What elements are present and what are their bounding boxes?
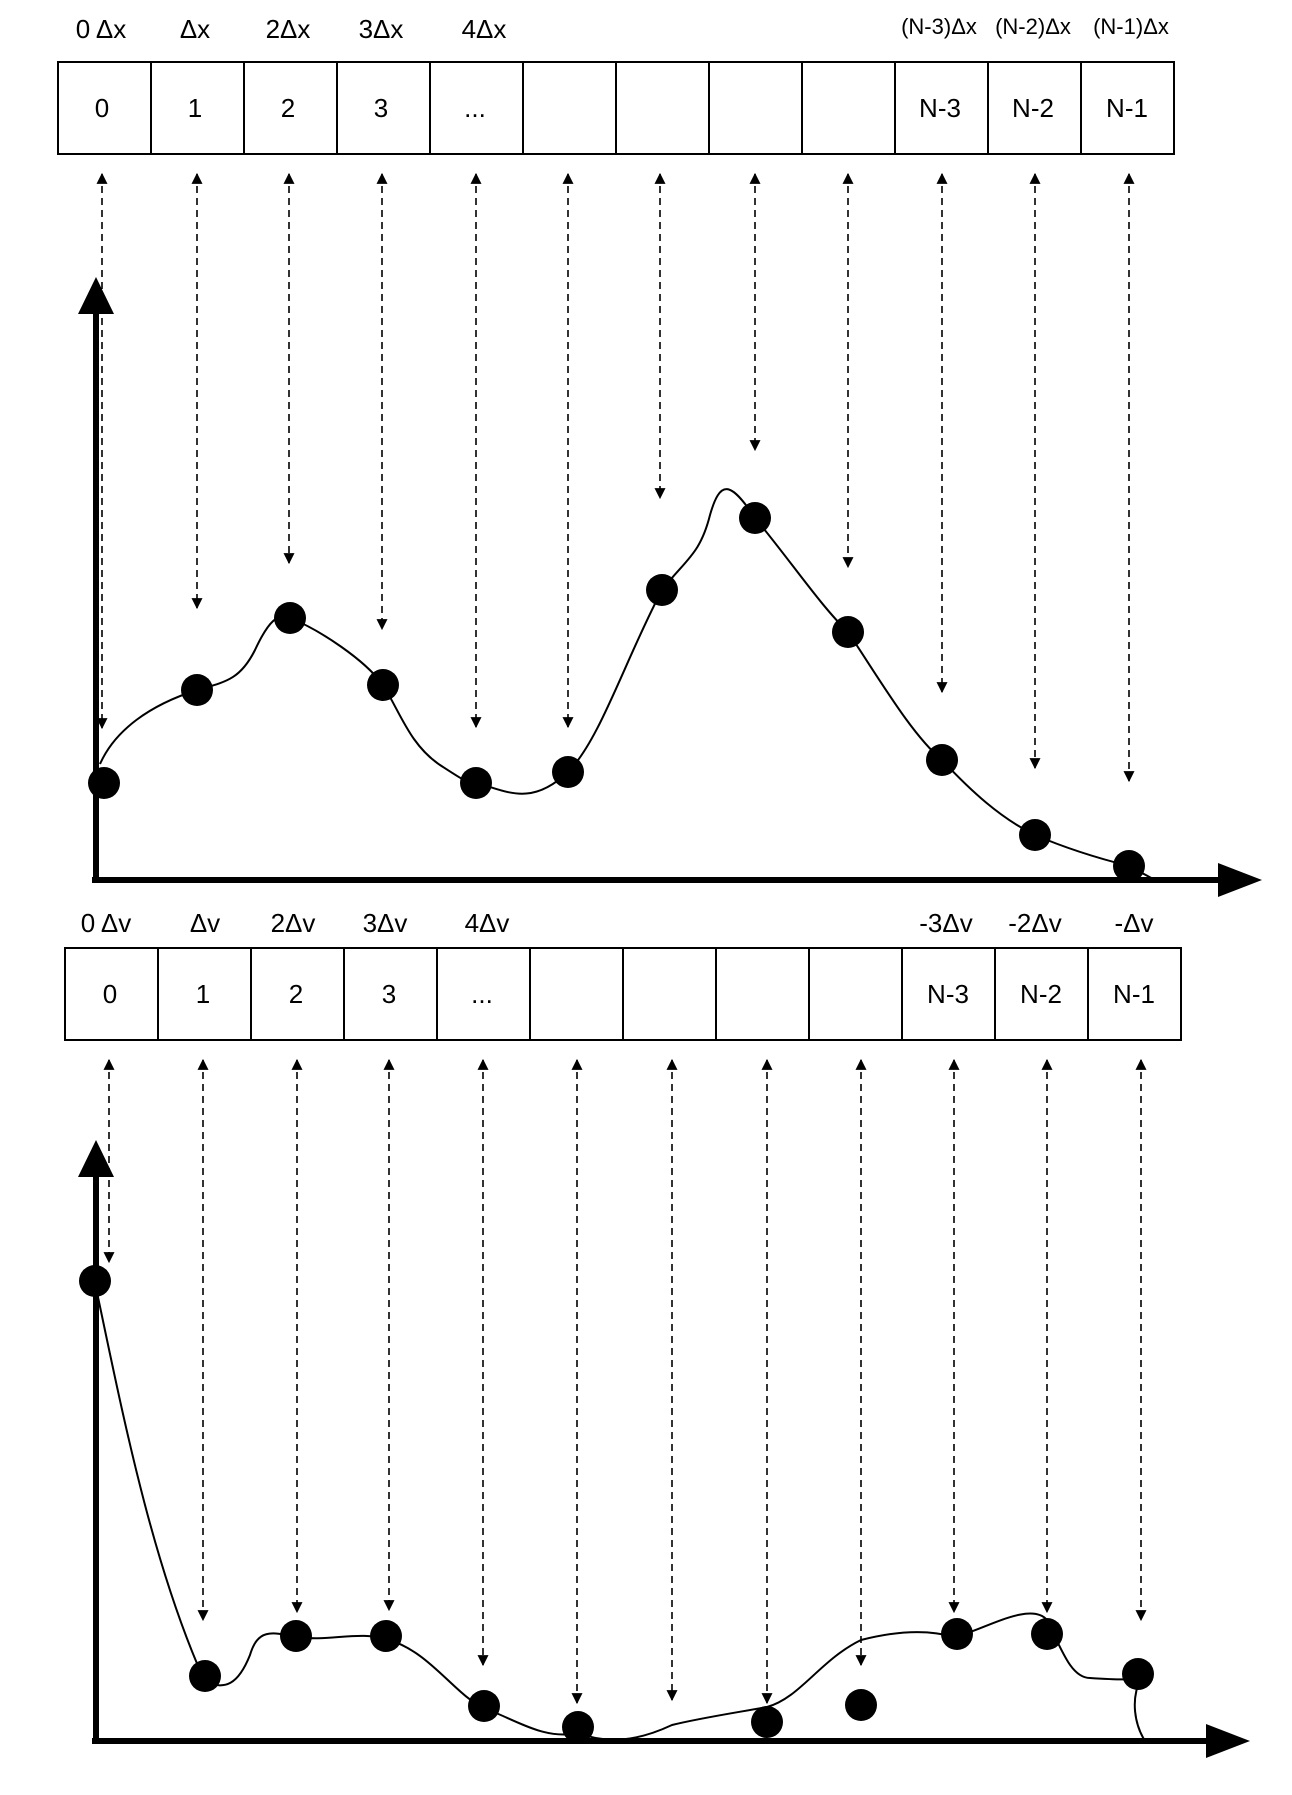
sample-points-v bbox=[79, 1265, 1154, 1743]
cell-label: N-3 bbox=[919, 93, 961, 123]
sample-point bbox=[646, 574, 678, 606]
sample-point bbox=[562, 1711, 594, 1743]
array-cells-x bbox=[58, 62, 1174, 154]
axes-v-panel bbox=[78, 1140, 1250, 1758]
position-label: (N-3)Δx bbox=[901, 14, 977, 39]
position-label: 2Δv bbox=[270, 908, 316, 938]
sample-point bbox=[79, 1265, 111, 1297]
cell-label: ... bbox=[471, 979, 493, 1009]
position-label: 4Δx bbox=[461, 14, 507, 44]
position-label: Δx bbox=[179, 14, 211, 44]
cell-label: N-1 bbox=[1113, 979, 1155, 1009]
sample-point bbox=[468, 1690, 500, 1722]
position-label: (N-2)Δx bbox=[995, 14, 1071, 39]
array-cell bbox=[530, 948, 623, 1040]
sample-point bbox=[941, 1618, 973, 1650]
array-cell bbox=[523, 62, 616, 154]
sample-point bbox=[189, 1660, 221, 1692]
sample-point bbox=[751, 1706, 783, 1738]
panel-x-domain bbox=[58, 14, 1262, 897]
position-label: -Δv bbox=[1114, 908, 1154, 938]
y-axis-arrowhead bbox=[78, 277, 114, 314]
position-label: -3Δv bbox=[919, 908, 973, 938]
cell-label: 2 bbox=[288, 979, 304, 1009]
position-label: 0 Δv bbox=[80, 908, 132, 938]
signal-curve bbox=[100, 489, 1155, 880]
sample-point bbox=[367, 669, 399, 701]
cell-label: N-2 bbox=[1020, 979, 1062, 1009]
cell-label: 0 bbox=[94, 93, 110, 123]
sample-point bbox=[1113, 850, 1145, 882]
mapping-arrows-v bbox=[109, 1060, 1141, 1703]
x-axis-arrowhead bbox=[1218, 863, 1262, 897]
cell-label: 3 bbox=[381, 979, 397, 1009]
position-label: 3Δx bbox=[358, 14, 404, 44]
sample-point bbox=[1122, 1658, 1154, 1690]
sample-point bbox=[274, 602, 306, 634]
sample-point bbox=[845, 1689, 877, 1721]
array-cell bbox=[802, 62, 895, 154]
position-label: (N-1)Δx bbox=[1093, 14, 1169, 39]
array-cell bbox=[623, 948, 716, 1040]
cell-label: 1 bbox=[187, 93, 203, 123]
sample-point bbox=[370, 1620, 402, 1652]
sample-point bbox=[460, 767, 492, 799]
position-label: -2Δv bbox=[1008, 908, 1062, 938]
sample-point bbox=[181, 674, 213, 706]
array-cell bbox=[616, 62, 709, 154]
cell-label: N-3 bbox=[927, 979, 969, 1009]
sample-point bbox=[739, 502, 771, 534]
sample-point bbox=[88, 767, 120, 799]
cell-label: 0 bbox=[102, 979, 118, 1009]
spectrum-curve bbox=[95, 1283, 1145, 1741]
sample-point bbox=[552, 756, 584, 788]
array-cells-v bbox=[65, 948, 1181, 1040]
cell-label: N-2 bbox=[1012, 93, 1054, 123]
sample-point bbox=[832, 616, 864, 648]
x-axis-arrowhead bbox=[1206, 1724, 1250, 1758]
cell-label: 2 bbox=[280, 93, 296, 123]
array-cell bbox=[716, 948, 809, 1040]
cell-label: N-1 bbox=[1106, 93, 1148, 123]
position-label: 0 Δx bbox=[75, 14, 127, 44]
sample-point bbox=[280, 1620, 312, 1652]
position-labels-x bbox=[76, 14, 1169, 44]
sample-point bbox=[926, 744, 958, 776]
panel-v-domain bbox=[65, 908, 1250, 1758]
position-label: Δv bbox=[189, 908, 221, 938]
position-labels-v bbox=[81, 908, 1154, 938]
array-cell bbox=[709, 62, 802, 154]
cell-label: ... bbox=[464, 93, 486, 123]
position-label: 2Δx bbox=[265, 14, 311, 44]
sample-point bbox=[1019, 819, 1051, 851]
position-label: 4Δv bbox=[464, 908, 510, 938]
sample-points-x bbox=[88, 502, 1145, 882]
position-label: 3Δv bbox=[362, 908, 408, 938]
sample-point bbox=[1031, 1618, 1063, 1650]
cell-label: 1 bbox=[195, 979, 211, 1009]
cell-label: 3 bbox=[373, 93, 389, 123]
array-cell bbox=[809, 948, 902, 1040]
